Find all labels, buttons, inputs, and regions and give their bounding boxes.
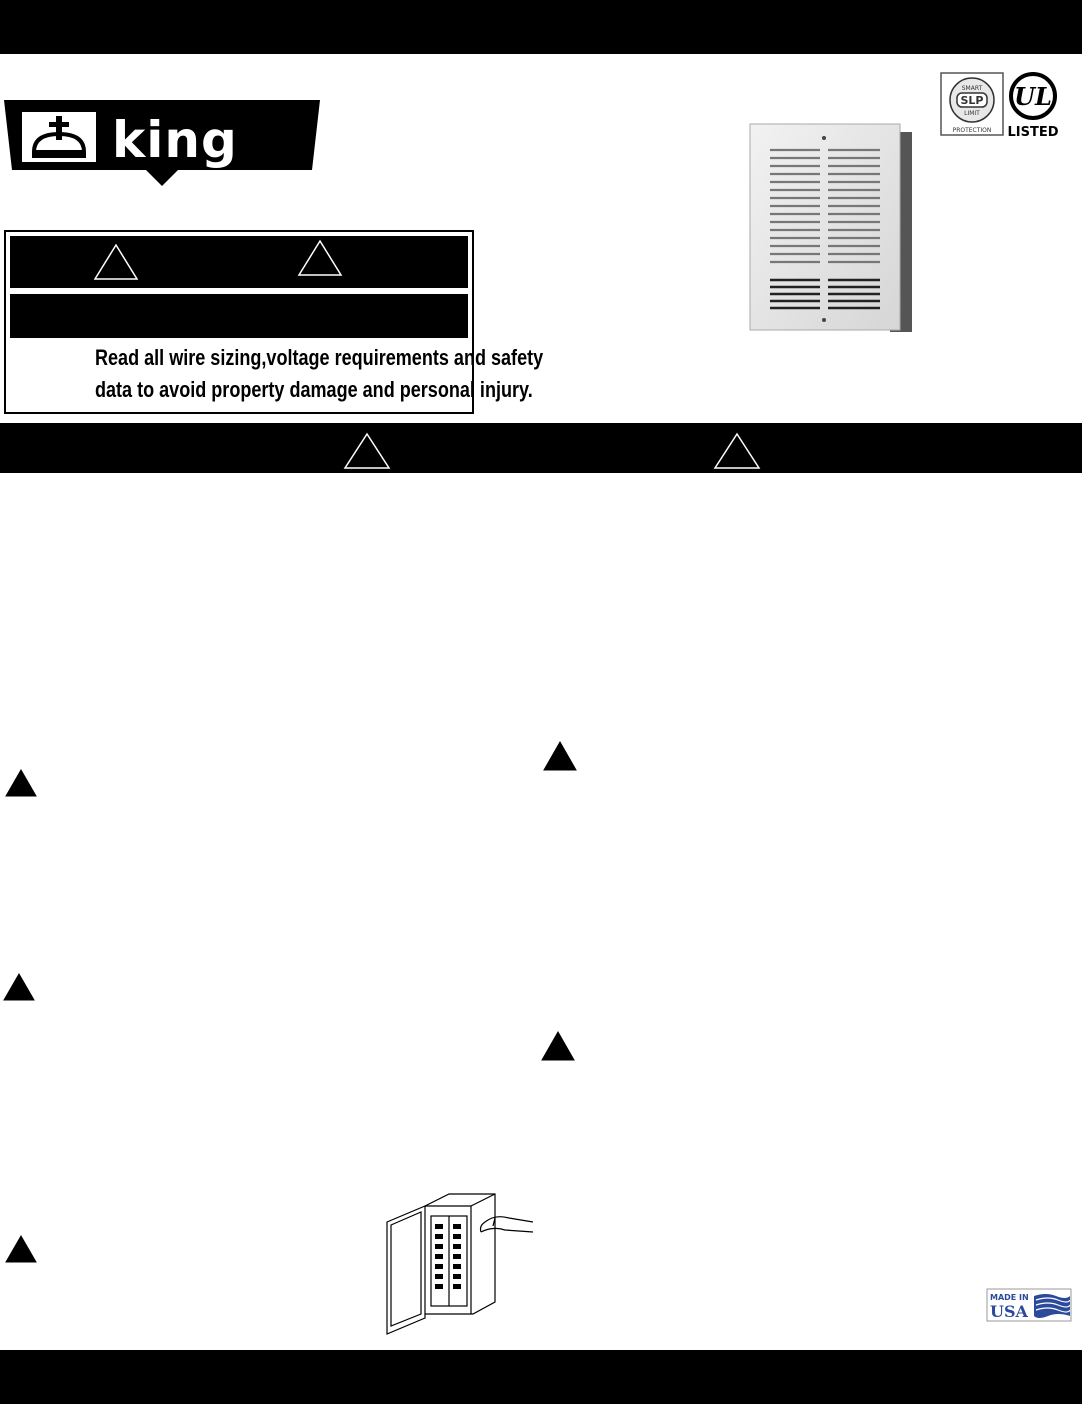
warning-triangle-icon	[542, 740, 578, 772]
danger-header-band	[10, 236, 468, 288]
warning-triangle-icon	[712, 431, 762, 471]
slp-sub-text: LIMIT	[964, 110, 980, 117]
usa-text: USA	[990, 1302, 1028, 1321]
danger-message	[95, 342, 544, 406]
footer-bar	[0, 1350, 1082, 1404]
danger-message-line: Read all wire sizing,voltage requirements and safety	[95, 345, 544, 370]
brand-name: king	[112, 111, 238, 169]
slp-bottom-text: PROTECTION	[952, 127, 992, 134]
king-logo	[0, 98, 324, 188]
warning-triangle-icon	[4, 768, 38, 798]
ul-listed-icon	[1006, 70, 1060, 140]
made-in-text: MADE IN	[990, 1293, 1029, 1302]
breaker-panel-illustration	[385, 1192, 535, 1337]
made-in-usa-badge	[986, 1288, 1072, 1322]
danger-subheader-band	[10, 294, 468, 338]
slp-badge-text: SLP	[960, 94, 984, 107]
warning-triangle-icon	[92, 242, 140, 282]
danger-message-line: data to avoid property damage and personal injury.	[95, 377, 533, 402]
header-bar	[0, 0, 1082, 54]
warning-triangle-icon	[540, 1030, 576, 1062]
ul-mark: UL	[1014, 82, 1052, 111]
warning-triangle-icon	[2, 972, 36, 1002]
danger-notice	[4, 230, 544, 414]
ul-listed-text: LISTED	[1007, 125, 1059, 140]
warning-triangle-icon	[4, 1234, 38, 1264]
crown-icon	[22, 112, 96, 162]
slp-top-text: SMART	[961, 85, 983, 92]
section-header-bar	[0, 423, 1082, 473]
warning-triangle-icon	[296, 238, 344, 278]
heater-grille-image	[740, 118, 930, 348]
warning-triangle-icon	[342, 431, 392, 471]
slp-certification-icon	[940, 72, 1004, 136]
